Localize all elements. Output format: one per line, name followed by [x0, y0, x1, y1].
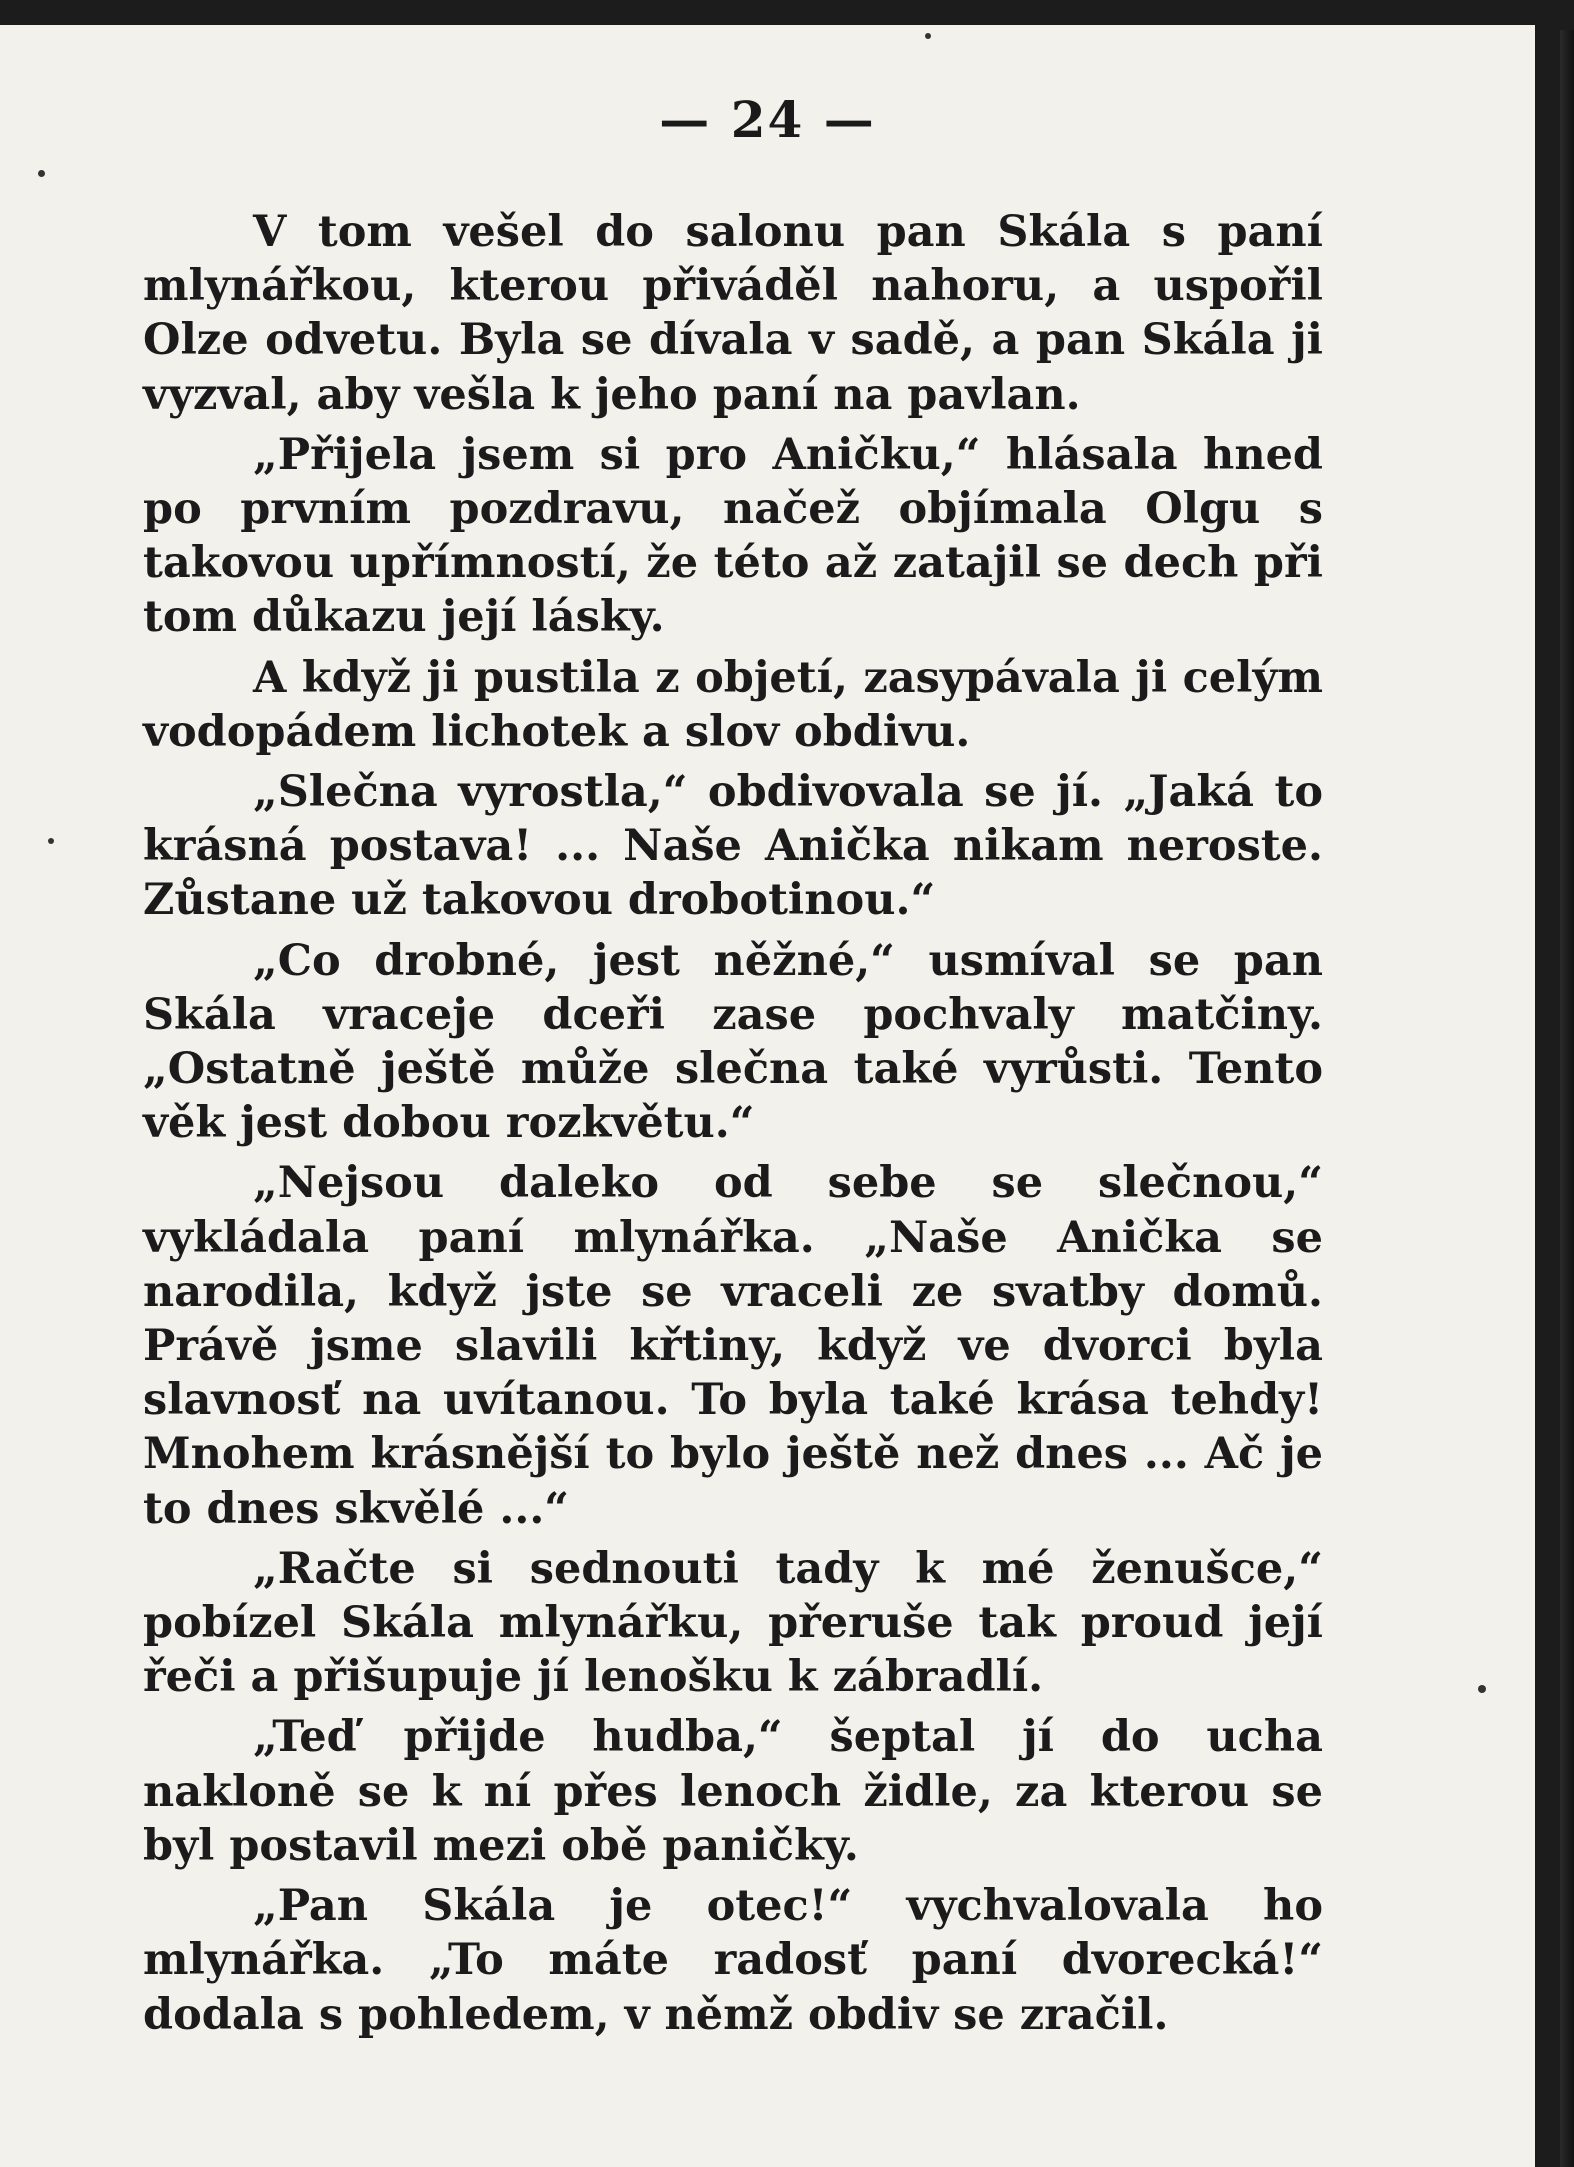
paragraph: A když ji pustila z objetí, zasypávala ji celým vodopádem lichotek a slov obdivu. — [143, 652, 1323, 757]
paragraph: „Slečna vyrostla,“ obdivovala se jí. „Jaká to krásná postava! ... Naše Anička nikam neroste. Zůstane už takovou drobotinou.“ — [143, 767, 1323, 926]
book-page — [0, 25, 1535, 2167]
scan-speck — [925, 33, 931, 39]
paragraph: „Co drobné, jest něžné,“ usmíval se pan Skála vraceje dceři zase pochvaly matčiny. „Ostatně ještě může slečna také vyrůsti. Tento věk jest dobou rozkvětu.“ — [143, 935, 1323, 1149]
scan-speck — [1478, 1685, 1486, 1693]
book-spine-edge — [1560, 30, 1574, 2167]
paragraph: „Teď přijde hudba,“ šeptal jí do ucha nakloně se k ní přes lenoch židle, za kterou se byl postavil mezi obě paničky. — [143, 1712, 1323, 1871]
paragraph: „Pan Skála je otec!“ vychvalovala ho mlynářka. „To máte radosť paní dvorecká!“ dodala s pohledem, v němž obdiv se zračil. — [143, 1881, 1323, 2040]
scan-speck — [48, 838, 54, 844]
paragraph: V tom vešel do salonu pan Skála s paní mlynářkou, kterou přiváděl nahoru, a uspořil Olze odvetu. Byla se dívala v sadě, a pan Skála ji vyzval, aby vešla k jeho paní na pavlan. — [143, 207, 1323, 420]
paragraph: „Račte si sednouti tady k mé ženušce,“ pobízel Skála mlynářku, přeruše tak proud její řeči a přišupuje jí lenošku k zábradlí. — [143, 1543, 1323, 1703]
paragraph: „Přijela jsem si pro Aničku,“ hlásala hned po prvním pozdravu, načež objímala Olgu s takovou upřímností, že této až zatajil se dech při tom důkazu její lásky. — [143, 429, 1323, 643]
page-text — [143, 205, 1323, 2048]
paragraph: „Nejsou daleko od sebe se slečnou,“ vykládala paní mlynářka. „Naše Anička se narodila, když jste se vraceli ze svatby domů. Právě jsme slavili křtiny, když ve dvorci byla slavnosť na uvítanou. To byla také krása tehdy! Mnohem krásnější to bylo ještě než dnes ... Ač je to dnes skvělé ...“ — [143, 1158, 1323, 1534]
scan-speck — [38, 170, 45, 177]
page-number: — 24 — — [659, 90, 876, 149]
